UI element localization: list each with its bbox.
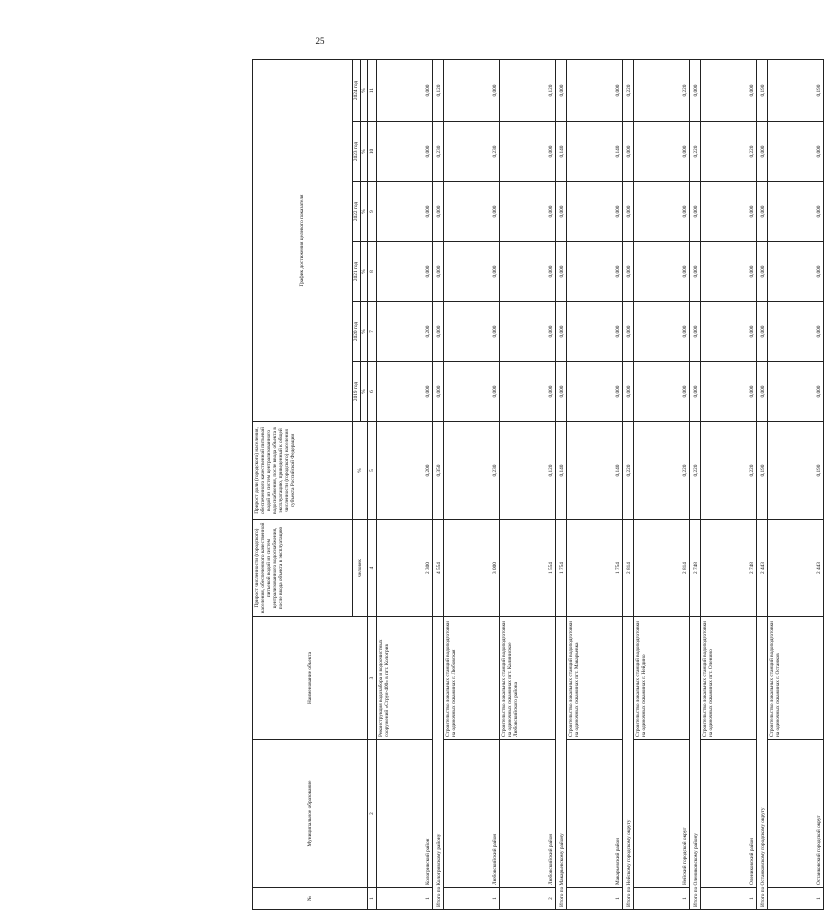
- year-value-cell: 0,230: [444, 122, 500, 182]
- row-number: 1: [444, 888, 500, 910]
- total-row: [757, 60, 768, 910]
- year-value-cell: 0,000: [377, 362, 433, 422]
- year-value-cell: 0,000: [768, 122, 824, 182]
- column-number: 6: [368, 362, 377, 422]
- year-value-cell: 0,000: [444, 242, 500, 302]
- object-cell: Строительство локальных станций водоподготовки на одиночных скважинах г. Нейдино: [634, 617, 690, 740]
- year-value-cell: 0,000: [377, 122, 433, 182]
- population-cell: 1 554: [500, 520, 556, 617]
- total-row: [690, 60, 701, 910]
- year-value-cell: 0,140: [556, 122, 567, 182]
- year-unit-label: %: [360, 182, 367, 241]
- header-pop-increase: Прирост численности (городского) населения, обеспеченного качественной питьевой водой из систем централизованного водоснабжения, после ввода объекта в эксплуатацию: [253, 520, 353, 617]
- total-row: [623, 60, 634, 910]
- column-number: 10: [368, 122, 377, 182]
- table-row: [444, 60, 500, 910]
- row-number: 1: [768, 888, 824, 910]
- total-label-cell: Итого по Останковскому городскому округу: [757, 617, 768, 910]
- share-cell: 0,220: [690, 422, 701, 520]
- year-value-cell: 0,000: [768, 242, 824, 302]
- table-row: [500, 60, 556, 910]
- year-value-cell: 0,000: [567, 60, 623, 122]
- share-cell: 0,220: [701, 422, 757, 520]
- year-value-cell: 0,220: [701, 122, 757, 182]
- year-value-cell: 0,000: [634, 302, 690, 362]
- year-value-cell: 0,120: [433, 60, 444, 122]
- year-value-cell: 0,000: [433, 242, 444, 302]
- year-value-cell: 0,000: [377, 242, 433, 302]
- header-year-unit: [353, 302, 368, 362]
- population-cell: 1 754: [567, 520, 623, 617]
- year-value-cell: 0,000: [444, 362, 500, 422]
- year-unit-label: %: [360, 242, 367, 301]
- population-cell: 2 748: [690, 520, 701, 617]
- year-value-cell: 0,190: [757, 60, 768, 122]
- year-value-cell: 0,000: [757, 362, 768, 422]
- year-value-cell: 0,000: [634, 122, 690, 182]
- table-row: [768, 60, 824, 910]
- year-unit-label: %: [360, 362, 367, 421]
- column-number: 2: [368, 740, 377, 888]
- municipality-cell: Олениковский район: [701, 740, 757, 888]
- year-value-cell: 0,000: [567, 362, 623, 422]
- year-value-cell: 0,000: [444, 182, 500, 242]
- column-number: 8: [368, 242, 377, 302]
- population-cell: 2 300: [377, 520, 433, 617]
- column-number: 3: [368, 617, 377, 740]
- table-row: [701, 60, 757, 910]
- column-number: 9: [368, 182, 377, 242]
- share-cell: 0,350: [433, 422, 444, 520]
- year-label: 2021 год: [353, 261, 359, 282]
- year-value-cell: 0,190: [768, 60, 824, 122]
- total-label-cell: Итого по Макарьевскому району: [556, 617, 567, 910]
- year-value-cell: 0,000: [757, 242, 768, 302]
- year-value-cell: 0,000: [690, 182, 701, 242]
- object-cell: Строительство локальных станций водоподготовки на одиночных скважинах г. Любовская: [444, 617, 500, 740]
- year-value-cell: 0,000: [768, 182, 824, 242]
- year-value-cell: 0,000: [556, 182, 567, 242]
- total-label-cell: Итого по Нейскому городскому округу: [623, 617, 634, 910]
- municipality-cell: Кологривский район: [377, 740, 433, 888]
- row-number: 1: [567, 888, 623, 910]
- year-value-cell: 0,000: [556, 242, 567, 302]
- year-value-cell: 0,000: [500, 122, 556, 182]
- year-value-cell: 0,220: [634, 60, 690, 122]
- total-row: [433, 60, 444, 910]
- year-value-cell: 0,000: [556, 60, 567, 122]
- year-value-cell: 0,000: [623, 302, 634, 362]
- object-cell: Реконструкция водозабора и водоочистных сооружений «Струя-400» в пгт. Кологрив: [377, 617, 433, 740]
- population-cell: 3 000: [444, 520, 500, 617]
- year-value-cell: 0,000: [701, 182, 757, 242]
- header-num: №: [253, 888, 368, 910]
- year-label: 2023 год: [353, 141, 359, 162]
- header-share-increase: Прирост доли (городского) населения, обеспеченного качественной питьевой водой из систем централизованного водоснабжения, после ввода объекта в эксплуатацию, приведенный к общей численности (городского) населения субъекта Российской Федерации: [253, 422, 353, 520]
- total-label-cell: Итого по Кологривскому району: [433, 617, 444, 910]
- object-cell: Строительство локальных станций водоподготовки на одиночных скважинах г. Останков: [768, 617, 824, 740]
- year-value-cell: 0,230: [433, 122, 444, 182]
- year-value-cell: 0,000: [433, 182, 444, 242]
- column-number: 1: [368, 888, 377, 910]
- year-value-cell: 0,000: [701, 362, 757, 422]
- year-value-cell: 0,000: [701, 242, 757, 302]
- year-value-cell: 0,000: [757, 122, 768, 182]
- year-value-cell: 0,120: [500, 60, 556, 122]
- header-unit-people: человек: [353, 520, 368, 617]
- column-number-row: [368, 60, 377, 910]
- share-cell: 0,230: [444, 422, 500, 520]
- year-value-cell: 0,000: [623, 362, 634, 422]
- row-number: 2: [500, 888, 556, 910]
- year-value-cell: 0,000: [377, 60, 433, 122]
- row-number: 1: [701, 888, 757, 910]
- year-unit-label: %: [360, 60, 367, 121]
- year-value-cell: 0,000: [444, 60, 500, 122]
- population-cell: 2 443: [768, 520, 824, 617]
- header-unit-percent: %: [353, 422, 368, 520]
- year-value-cell: 0,000: [757, 302, 768, 362]
- year-value-cell: 0,000: [433, 302, 444, 362]
- year-value-cell: 0,200: [377, 302, 433, 362]
- header-year-unit: [353, 242, 368, 302]
- share-cell: 0,140: [556, 422, 567, 520]
- share-cell: 0,190: [757, 422, 768, 520]
- year-value-cell: 0,000: [634, 362, 690, 422]
- year-value-cell: 0,000: [634, 242, 690, 302]
- population-cell: 4 554: [433, 520, 444, 617]
- year-value-cell: 0,000: [623, 122, 634, 182]
- header-municipality: Муниципальное образование: [253, 740, 368, 888]
- population-cell: 2 443: [757, 520, 768, 617]
- header-schedule: График достижения целевого показателя: [253, 60, 353, 422]
- year-label: 2022 год: [353, 201, 359, 222]
- column-number: 5: [368, 422, 377, 520]
- rotated-table-container: [252, 60, 823, 910]
- year-value-cell: 0,000: [567, 182, 623, 242]
- column-number: 4: [368, 520, 377, 617]
- year-value-cell: 0,000: [500, 302, 556, 362]
- total-label-cell: Итого по Олениковскому району: [690, 617, 701, 910]
- year-value-cell: 0,000: [377, 182, 433, 242]
- year-label: 2020 год: [353, 321, 359, 342]
- header-year-unit: [353, 60, 368, 122]
- year-value-cell: 0,000: [690, 302, 701, 362]
- share-cell: 0,220: [634, 422, 690, 520]
- population-cell: 2 748: [701, 520, 757, 617]
- year-value-cell: 0,000: [701, 60, 757, 122]
- year-value-cell: 0,000: [556, 302, 567, 362]
- year-value-cell: 0,000: [768, 362, 824, 422]
- year-value-cell: 0,000: [634, 182, 690, 242]
- page-number: 25: [315, 36, 325, 46]
- share-cell: 0,190: [768, 422, 824, 520]
- object-cell: Строительство локальных станций водоподготовки на одиночных скважинах пгт. Оленино: [701, 617, 757, 740]
- year-value-cell: 0,000: [556, 362, 567, 422]
- year-value-cell: 0,000: [567, 302, 623, 362]
- municipality-cell: Любовскийский район: [444, 740, 500, 888]
- year-value-cell: 0,000: [433, 362, 444, 422]
- year-value-cell: 0,220: [690, 122, 701, 182]
- population-cell: 2 814: [623, 520, 634, 617]
- column-number: 11: [368, 60, 377, 122]
- year-value-cell: 0,000: [701, 302, 757, 362]
- header-object: Наименование объекта: [253, 617, 368, 740]
- share-cell: 0,120: [500, 422, 556, 520]
- row-number: 1: [634, 888, 690, 910]
- object-cell: Строительство локальных станций водоподготовки на одиночных скважинах пгт. Макарьевка: [567, 617, 623, 740]
- year-value-cell: 0,000: [757, 182, 768, 242]
- year-value-cell: 0,000: [768, 302, 824, 362]
- header-year-unit: [353, 182, 368, 242]
- table-row: [634, 60, 690, 910]
- population-cell: 2 814: [634, 520, 690, 617]
- year-value-cell: 0,000: [623, 182, 634, 242]
- year-value-cell: 0,220: [623, 60, 634, 122]
- total-row: [556, 60, 567, 910]
- year-value-cell: 0,000: [500, 362, 556, 422]
- year-label: 2024 год: [353, 80, 359, 101]
- table-row: [377, 60, 433, 910]
- year-label: 2019 год: [353, 381, 359, 402]
- header-year-unit: [353, 122, 368, 182]
- year-value-cell: 0,000: [690, 242, 701, 302]
- year-value-cell: 0,140: [567, 122, 623, 182]
- municipality-cell: Любовскийский район: [500, 740, 556, 888]
- column-number: 7: [368, 302, 377, 362]
- municipality-cell: Нейский городской округ: [634, 740, 690, 888]
- year-value-cell: 0,000: [567, 242, 623, 302]
- share-cell: 0,140: [567, 422, 623, 520]
- header-year-unit: [353, 362, 368, 422]
- year-value-cell: 0,000: [623, 242, 634, 302]
- year-value-cell: 0,000: [690, 60, 701, 122]
- share-cell: 0,220: [623, 422, 634, 520]
- municipality-cell: Останковский городской округ: [768, 740, 824, 888]
- population-cell: 1 754: [556, 520, 567, 617]
- year-value-cell: 0,000: [444, 302, 500, 362]
- row-number: 1: [377, 888, 433, 910]
- share-cell: 0,200: [377, 422, 433, 520]
- table-row: [567, 60, 623, 910]
- year-value-cell: 0,000: [500, 182, 556, 242]
- year-value-cell: 0,000: [690, 362, 701, 422]
- year-value-cell: 0,000: [500, 242, 556, 302]
- municipality-cell: Макарьевский район: [567, 740, 623, 888]
- target-indicator-table: [252, 59, 824, 910]
- object-cell: Строительство локальных станций водоподготовки на одиночных скважинах пгт. Калиниское Любовскийского района: [500, 617, 556, 740]
- year-unit-label: %: [360, 122, 367, 181]
- year-unit-label: %: [360, 302, 367, 361]
